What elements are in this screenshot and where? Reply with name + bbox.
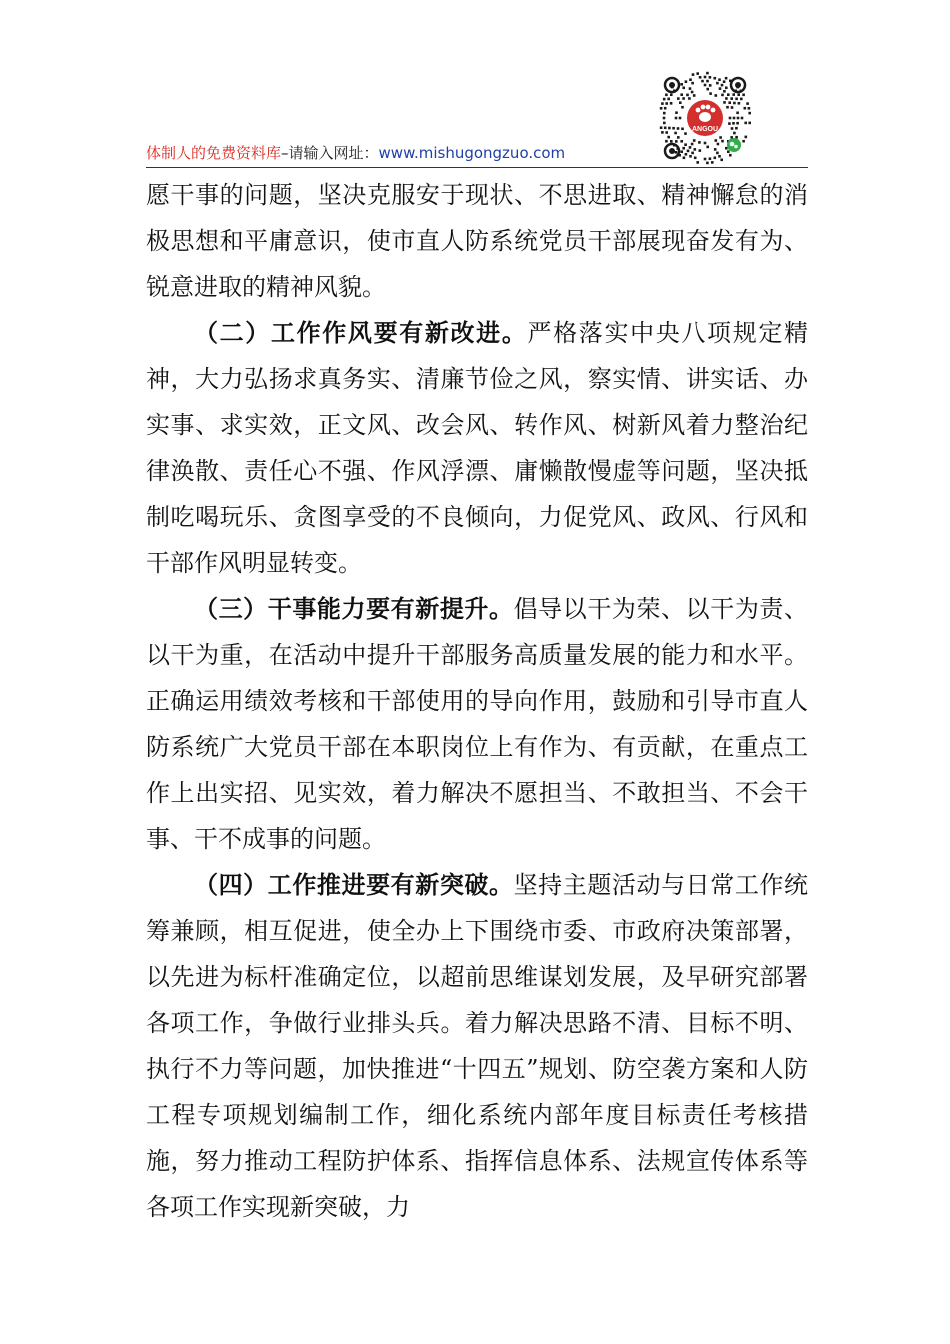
paragraph-text: 倡导以干为荣、以干为责、以干为重，在活动中提升干部服务高质量发展的能力和水平。正确运用绩效考核和干部使用的导向作用，鼓励和引导市直人防系统广大党员干部在本职岗位上有作为、有贡献，在重点工作上出实招、见实效，着力解决不愿担当、不敢担当、不会干事、干不成事的问题。 (146, 595, 809, 853)
site-url-link[interactable]: www.mishugongzuo.com (378, 144, 566, 162)
document-body (146, 172, 808, 1230)
paragraph-text: 严格落实中央八项规定精神，大力弘扬求真务实、清廉节俭之风，察实情、讲实话、办实事、求实效，正文风、改会风、转作风、树新风着力整治纪律涣散、责任心不强、作风浮漂、庸懒散慢虚等问题，坚决抵制吃喝玩乐、贪图享受的不良倾向，力促党风、政风、行风和干部作风明显转变。 (146, 319, 809, 577)
paragraph-continued (146, 172, 808, 310)
header-divider (146, 167, 808, 168)
paragraph-text: 愿干事的问题，坚决克服安于现状、不思进取、精神懈怠的消极思想和平庸意识，使市直人防系统党员干部展现奋发有为、锐意进取的精神风貌。 (146, 181, 808, 301)
paragraph-section-3 (146, 586, 808, 862)
section-heading: （四）工作推进要有新突破。 (194, 870, 514, 899)
qr-badge-text: ANGOU (691, 126, 719, 133)
brand-text: 体制人的免费资料库 (146, 144, 282, 162)
paragraph-text: 坚持主题活动与日常工作统筹兼顾，相互促进，使全办上下围绕市委、市政府决策部署，以先进为标杆准确定位，以超前思维谋划发展，及早研究部署各项工作，争做行业排头兵。着力解决思路不清、目标不明、执行不力等问题，加快推进“十四五”规划、防空袭方案和人防工程专项规划编制工作，细化系统内部年度目标责任考核措施，努力推动工程防护体系、指挥信息体系、法规宣传体系等各项工作实现新突破，力 (146, 871, 809, 1221)
section-heading: （三）干事能力要有新提升。 (194, 594, 514, 623)
paragraph-section-4 (146, 862, 808, 1230)
paragraph-section-2 (146, 310, 808, 586)
site-banner (146, 138, 806, 168)
prompt-text: –请输入网址： (281, 144, 379, 162)
section-heading: （二）工作作风要有新改进。 (194, 318, 528, 347)
